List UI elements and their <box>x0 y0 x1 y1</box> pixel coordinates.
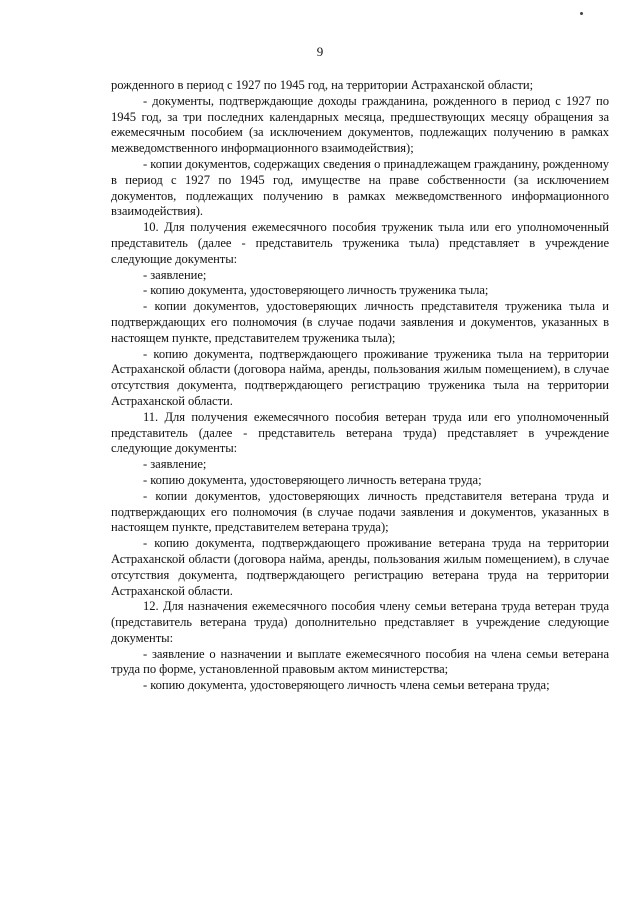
page-number: 9 <box>316 44 324 59</box>
paragraph: - заявление; <box>143 267 207 282</box>
paragraph: - копии документов, содержащих сведения о принадлежащем гражданину, рожденному в период с 1927 по 1945 год, имуществе на праве собственности (за исключением документов, подлежащих получению в рамках межведомственного информационного взаимодействия). <box>111 156 609 219</box>
paragraph: - копию документа, удостоверяющего личность труженика тыла; <box>143 283 489 298</box>
paragraph: - копию документа, подтверждающего проживание ветерана труда на территории Астраханской области (договора найма, аренды, пользования жилым помещением), в случае отсутствия документа, подтверждающего регистрацию ветерана труда на территории Астраханской области. <box>111 536 609 598</box>
paragraph: - заявление о назначении и выплате ежемесячного пособия на члена семьи ветерана труда по форме, установленной правовым актом министерства; <box>111 646 609 677</box>
document-body <box>111 78 609 694</box>
paragraph: - копию документа, удостоверяющего личность ветерана труда; <box>143 472 482 487</box>
paragraph: - копии документов, удостоверяющих личность представителя труженика тыла и подтверждающих его полномочия (в случае подачи заявления и документов, указанных в настоящем пункте, представителем труженика тыла); <box>111 299 609 345</box>
paragraph: - копию документа, удостоверяющего личность члена семьи ветерана труда; <box>143 678 550 693</box>
scan-dot <box>580 12 583 15</box>
paragraph: рожденного в период с 1927 по 1945 год, на территории Астраханской области; <box>111 78 534 92</box>
paragraph: 11. Для получения ежемесячного пособия ветеран труда или его уполномоченный представитель (далее - представитель ветерана труда) представляет в учреждение следующие документы: <box>111 409 609 456</box>
paragraph: - копии документов, удостоверяющих личность представителя ветерана труда и подтверждающих его полномочия (в случае подачи заявления и документов, указанных в настоящем пункте, представителем ветерана труда); <box>111 488 609 535</box>
paragraph: 12. Для назначения ежемесячного пособия члену семьи ветерана труда ветеран труда (представитель ветерана труда) дополнительно представляет в учреждение следующие документы: <box>111 599 609 645</box>
paragraph: - документы, подтверждающие доходы гражданина, рожденного в период с 1927 по 1945 год, за три последних календарных месяца, предшествующих месяцу обращения за ежемесячным пособием (за исключением документов, подлежащих получению в рамках межведомственного информационного взаимодействия); <box>111 93 609 156</box>
paragraph: 10. Для получения ежемесячного пособия труженик тыла или его уполномоченный представитель (далее - представитель труженика тыла) представляет в учреждение следующие документы: <box>111 220 609 266</box>
paragraph: - копию документа, подтверждающего проживание труженика тыла на территории Астраханской области (договора найма, аренды, пользования жилым помещением), в случае отсутствия документа, подтверждающего регистрацию труженика тыла на территории Астраханской области. <box>111 346 609 408</box>
paragraph: - заявление; <box>143 457 207 472</box>
